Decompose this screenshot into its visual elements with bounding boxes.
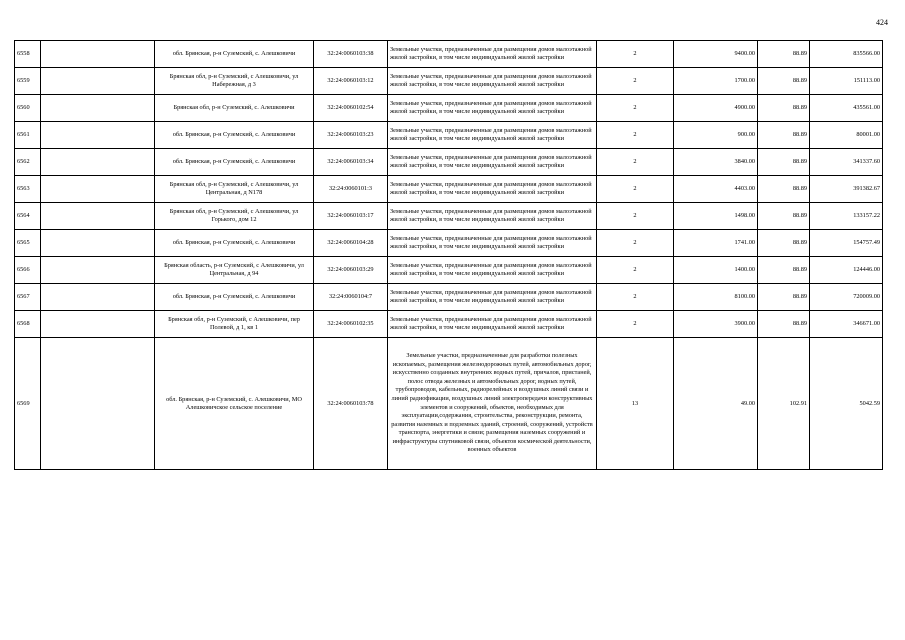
blank-column-cell <box>41 149 155 176</box>
unit-price-cell: 88.89 <box>758 284 810 311</box>
row-number: 6568 <box>15 311 41 338</box>
address-cell: обл. Брянская, р-н Суземский, с. Алешковичи, МО Алешковичское сельское поселение <box>155 338 314 470</box>
blank-column-cell <box>41 284 155 311</box>
category-cell: 2 <box>597 284 674 311</box>
table-row <box>15 284 883 311</box>
area-cell: 3900.00 <box>674 311 758 338</box>
blank-column-cell <box>41 41 155 68</box>
cadastral-value-cell: 346671.00 <box>810 311 883 338</box>
area-cell: 49.00 <box>674 338 758 470</box>
cadastral-value-cell: 80001.00 <box>810 122 883 149</box>
table-row <box>15 203 883 230</box>
unit-price-cell: 88.89 <box>758 203 810 230</box>
unit-price-cell: 88.89 <box>758 176 810 203</box>
row-number: 6561 <box>15 122 41 149</box>
area-cell: 3840.00 <box>674 149 758 176</box>
table-row <box>15 257 883 284</box>
cadastral-value-cell: 154757.49 <box>810 230 883 257</box>
permitted-use-cell <box>388 203 597 230</box>
row-number: 6566 <box>15 257 41 284</box>
cadastral-number-cell: 32:24:0060102:54 <box>314 95 388 122</box>
address-cell: Брянская обл, р-н Суземский, с Алешковичи, ул Набережная, д 3 <box>155 68 314 95</box>
address-cell: Брянская обл, р-н Суземский, с. Алешковичи <box>155 95 314 122</box>
category-cell: 2 <box>597 122 674 149</box>
unit-price-cell: 88.89 <box>758 122 810 149</box>
cadastral-number-cell: 32:24:0060103:78 <box>314 338 388 470</box>
blank-column-cell <box>41 338 155 470</box>
permitted-use-text: Земельные участки, предназначенные для размещения домов малоэтажной жилой застройки, в том числе индивидуальной жилой застройки <box>390 235 592 250</box>
unit-price-cell: 88.89 <box>758 257 810 284</box>
cadastral-value-cell: 133157.22 <box>810 203 883 230</box>
cadastral-number-cell: 32:24:0060104:7 <box>314 284 388 311</box>
category-cell: 2 <box>597 203 674 230</box>
permitted-use-text: Земельные участки, предназначенные для размещения домов малоэтажной жилой застройки, в том числе индивидуальной жилой застройки <box>390 127 592 142</box>
unit-price-cell: 88.89 <box>758 95 810 122</box>
blank-column-cell <box>41 230 155 257</box>
row-number: 6560 <box>15 95 41 122</box>
permitted-use-cell <box>388 230 597 257</box>
table-row <box>15 95 883 122</box>
category-cell: 2 <box>597 230 674 257</box>
row-number: 6562 <box>15 149 41 176</box>
category-cell: 2 <box>597 311 674 338</box>
row-number: 6563 <box>15 176 41 203</box>
cadastral-value-cell: 124446.00 <box>810 257 883 284</box>
permitted-use-text: Земельные участки, предназначенные для размещения домов малоэтажной жилой застройки, в том числе индивидуальной жилой застройки <box>390 316 592 331</box>
cadastral-value-cell: 151113.00 <box>810 68 883 95</box>
address-cell: обл. Брянская, р-н Суземский, с. Алешковичи <box>155 149 314 176</box>
unit-price-cell: 88.89 <box>758 149 810 176</box>
row-number: 6565 <box>15 230 41 257</box>
blank-column-cell <box>41 257 155 284</box>
cadastral-number-cell: 32:24:0060101:3 <box>314 176 388 203</box>
cadastral-value-cell: 835566.00 <box>810 41 883 68</box>
permitted-use-text: Земельные участки, предназначенные для размещения домов малоэтажной жилой застройки, в том числе индивидуальной жилой застройки <box>390 289 592 304</box>
cadastral-number-cell: 32:24:0060103:17 <box>314 203 388 230</box>
table-row <box>15 68 883 95</box>
permitted-use-cell <box>388 176 597 203</box>
permitted-use-cell <box>388 41 597 68</box>
cadastral-value-cell: 5042.59 <box>810 338 883 470</box>
permitted-use-text: Земельные участки, предназначенные для размещения домов малоэтажной жилой застройки, в том числе индивидуальной жилой застройки <box>390 208 592 223</box>
cadastral-value-cell: 720009.00 <box>810 284 883 311</box>
permitted-use-text: Земельные участки, предназначенные для разработки полезных ископаемых, размещения железнодорожных путей, автомобильных дорог, искусственно созданных внутренних водных путей, причалов, пристаней, полос отвода железных и автомобильных дорог, водных путей, трубопроводов, кабельных, радиорелейных и воздушных линий связи и линий радиофикации, воздушных линий электропередачи конструктивных элементов и сооружений, объектов, необходимых для эксплуатации,содержания, строительства, реконструкции, ремонта, развития наземных и подземных зданий, строений, сооружений, устройств транспорта, энергетики и связи; размещения наземных сооружений и инфраструктуры спутниковой связи, объектов космической деятельности, военных объектов <box>391 351 593 454</box>
area-cell: 4403.00 <box>674 176 758 203</box>
area-cell: 8100.00 <box>674 284 758 311</box>
table-row <box>15 176 883 203</box>
permitted-use-cell <box>388 311 597 338</box>
table-row <box>15 338 883 470</box>
land-register-table <box>14 40 883 470</box>
address-cell: обл. Брянская, р-н Суземский, с. Алешковичи <box>155 122 314 149</box>
unit-price-cell: 88.89 <box>758 311 810 338</box>
unit-price-cell: 88.89 <box>758 230 810 257</box>
blank-column-cell <box>41 203 155 230</box>
address-cell: Брянская область, р-н Суземский, с Алешковичи, ул Центральная, д 94 <box>155 257 314 284</box>
category-cell: 2 <box>597 41 674 68</box>
row-number: 6567 <box>15 284 41 311</box>
table-row <box>15 122 883 149</box>
blank-column-cell <box>41 122 155 149</box>
cadastral-value-cell: 435561.00 <box>810 95 883 122</box>
category-cell: 2 <box>597 257 674 284</box>
permitted-use-cell <box>388 257 597 284</box>
blank-column-cell <box>41 68 155 95</box>
unit-price-cell: 88.89 <box>758 68 810 95</box>
permitted-use-text: Земельные участки, предназначенные для размещения домов малоэтажной жилой застройки, в том числе индивидуальной жилой застройки <box>390 73 592 88</box>
area-cell: 9400.00 <box>674 41 758 68</box>
category-cell: 2 <box>597 176 674 203</box>
cadastral-number-cell: 32:24:0060103:38 <box>314 41 388 68</box>
permitted-use-text: Земельные участки, предназначенные для размещения домов малоэтажной жилой застройки, в том числе индивидуальной жилой застройки <box>390 46 592 61</box>
area-cell: 1700.00 <box>674 68 758 95</box>
row-number: 6564 <box>15 203 41 230</box>
permitted-use-cell <box>388 338 597 470</box>
blank-column-cell <box>41 311 155 338</box>
cadastral-value-cell: 391382.67 <box>810 176 883 203</box>
permitted-use-cell <box>388 284 597 311</box>
permitted-use-cell <box>388 122 597 149</box>
category-cell: 2 <box>597 95 674 122</box>
permitted-use-cell <box>388 149 597 176</box>
category-cell: 2 <box>597 68 674 95</box>
page-number: 424 <box>876 18 888 27</box>
cadastral-number-cell: 32:24:0060103:23 <box>314 122 388 149</box>
area-cell: 1741.00 <box>674 230 758 257</box>
permitted-use-cell <box>388 68 597 95</box>
table-row <box>15 41 883 68</box>
cadastral-number-cell: 32:24:0060102:35 <box>314 311 388 338</box>
address-cell: Брянская обл, р-н Суземский, с Алешковичи, ул Горького, дом 12 <box>155 203 314 230</box>
unit-price-cell: 102.91 <box>758 338 810 470</box>
cadastral-number-cell: 32:24:0060103:12 <box>314 68 388 95</box>
table-row <box>15 230 883 257</box>
address-cell: обл. Брянская, р-н Суземский, с. Алешковичи <box>155 41 314 68</box>
category-cell: 13 <box>597 338 674 470</box>
area-cell: 1400.00 <box>674 257 758 284</box>
permitted-use-cell <box>388 95 597 122</box>
row-number: 6558 <box>15 41 41 68</box>
address-cell: Брянская обл, р-н Суземский, с Алешковичи, пер Полевой, д 1, кв 1 <box>155 311 314 338</box>
table-body <box>15 41 883 470</box>
cadastral-number-cell: 32:24:0060104:28 <box>314 230 388 257</box>
unit-price-cell: 88.89 <box>758 41 810 68</box>
permitted-use-text: Земельные участки, предназначенные для размещения домов малоэтажной жилой застройки, в том числе индивидуальной жилой застройки <box>390 154 592 169</box>
blank-column-cell <box>41 95 155 122</box>
area-cell: 900.00 <box>674 122 758 149</box>
blank-column-cell <box>41 176 155 203</box>
permitted-use-text: Земельные участки, предназначенные для размещения домов малоэтажной жилой застройки, в том числе индивидуальной жилой застройки <box>390 262 592 277</box>
address-cell: Брянская обл, р-н Суземский, с Алешковичи, ул Центральная, д N178 <box>155 176 314 203</box>
area-cell: 4900.00 <box>674 95 758 122</box>
row-number: 6569 <box>15 338 41 470</box>
cadastral-value-cell: 341337.60 <box>810 149 883 176</box>
address-cell: обл. Брянская, р-н Суземский, с. Алешковичи <box>155 230 314 257</box>
category-cell: 2 <box>597 149 674 176</box>
address-cell: обл. Брянская, р-н Суземский, с. Алешковичи <box>155 284 314 311</box>
cadastral-number-cell: 32:24:0060103:29 <box>314 257 388 284</box>
table-row <box>15 149 883 176</box>
permitted-use-text: Земельные участки, предназначенные для размещения домов малоэтажной жилой застройки, в том числе индивидуальной жилой застройки <box>390 100 592 115</box>
row-number: 6559 <box>15 68 41 95</box>
permitted-use-text: Земельные участки, предназначенные для размещения домов малоэтажной жилой застройки, в том числе индивидуальной жилой застройки <box>390 181 592 196</box>
table-row <box>15 311 883 338</box>
area-cell: 1498.00 <box>674 203 758 230</box>
cadastral-number-cell: 32:24:0060103:34 <box>314 149 388 176</box>
